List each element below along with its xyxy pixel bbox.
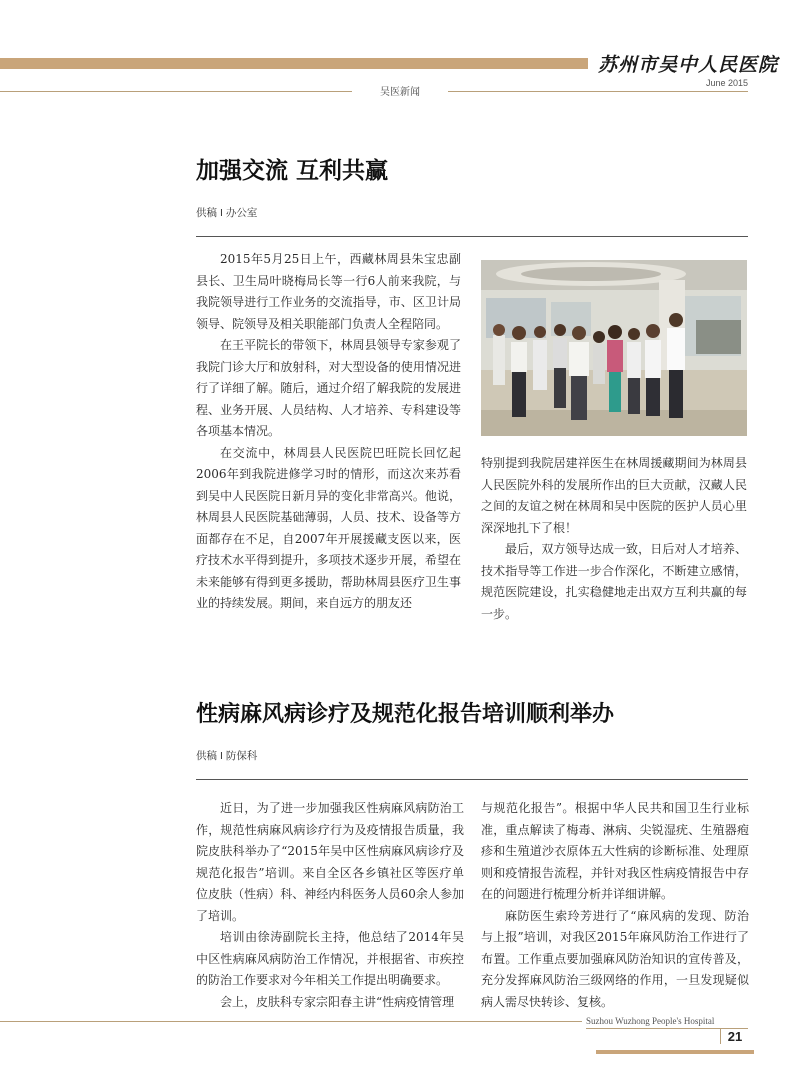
- article1-photo: [481, 260, 747, 436]
- article2-col1-paragraph: 会上，皮肤科专家宗阳春主讲“性病疫情管理: [220, 994, 455, 1009]
- article1-col2-paragraph: 特别提到我院居建祥医生在林周援藏期间为林周县人民医院外科的发展所作出的巨大贡献，汉藏人民之间的友谊之树在林周和吴中医院的医护人员心里深深地扎下了根！: [481, 456, 747, 535]
- article1-col1-paragraph: 2015年5月25日上午，西藏林周县朱宝忠副县长、卫生局叶晓梅局长等一行6人前来我院，与我院领导进行工作业务的交流指导，市、区卫计局领导、院领导及相关职能部门负责人全程陪同。: [196, 252, 461, 331]
- header-accent-bar: [0, 58, 588, 69]
- article1-col1-paragraph: 在王平院长的带领下，林周县领导专家参观了我院门诊大厅和放射科，对大型设备的使用情况进行了详细了解。随后，通过介绍了解我院的发展进程、业务开展、人员结构、人才培养、专科建设等各项基本情况。: [196, 338, 461, 438]
- footer-hospital-name: Suzhou Wuzhong People's Hospital: [586, 1016, 715, 1026]
- header-date: June 2015: [705, 78, 748, 88]
- article1-credit-separator: I: [220, 207, 223, 219]
- article1-column-1: [196, 249, 461, 615]
- header-rule-left: [0, 91, 352, 92]
- article2-col2-paragraph: 与规范化报告”。根据中华人民共和国卫生行业标准，重点解读了梅毒、淋病、尖锐湿疣、生殖器疱疹和生殖道沙衣原体五大性病的诊断标准、处理原则和疫情报告流程，并针对我区性病疫情报告中存在的问题进行梳理分析并详细讲解。: [481, 801, 749, 901]
- article2-credit-source: 防保科: [225, 750, 258, 762]
- article2-col1-paragraph: 近日，为了进一步加强我区性病麻风病防治工作，规范性病麻风病诊疗行为及疫情报告质量，我院皮肤科举办了“2015年吴中区性病麻风病诊疗及规范化报告”培训。来自全区各乡镇社区等医疗单位皮肤（性病）科、神经内科医务人员60余人参加了培训。: [196, 801, 464, 923]
- article2-col2-paragraph: 麻防医生索玲芳进行了“麻风病的发现、防治与上报”培训，对我区2015年麻风防治工作进行了布置。工作重点要加强麻风防治知识的宣传普及，充分发挥麻风防治三级网络的作用，一旦发现疑似病人需尽快转诊、复核。: [481, 908, 749, 1009]
- article2-title: 性病麻风病诊疗及规范化报告培训顺利举办: [196, 702, 615, 727]
- article2-credit-label: 供稿: [196, 750, 217, 762]
- article2-col1-paragraph: 培训由徐涛副院长主持，他总结了2014年吴中区性病麻风病防治工作情况，并根据省、市疾控的防治工作要求对今年相关工作提出明确要求。: [196, 930, 464, 987]
- article2-divider: [196, 779, 748, 780]
- article1-divider: [196, 236, 748, 237]
- footer-accent-bar: [596, 1050, 754, 1054]
- article2-column-1: [196, 798, 464, 1013]
- group-photo-image: [481, 260, 747, 436]
- article2-credit-separator: I: [220, 750, 223, 762]
- article1-title: 加强交流 互利共赢: [196, 158, 389, 184]
- article1-credit-label: 供稿: [196, 207, 217, 219]
- article1-credit: [196, 205, 257, 220]
- article1-credit-source: 办公室: [225, 207, 258, 219]
- header-brand: 苏州市吴中人民医院: [598, 54, 779, 76]
- article2-credit: [196, 748, 257, 763]
- header-section-label: 吴医新闻: [380, 87, 420, 98]
- article1-col1-paragraph: 在交流中，林周县人民医院巴旺院长回忆起2006年到我院进修学习时的情形，而这次来苏看到吴中人民医院日新月异的变化非常高兴。他说，林周县人民医院基础薄弱，人员、技术、设备等方面都存在不足，自2007年开展援藏支医以来，医疗技术水平得到提升，多项技术逐步开展，希望在未来能够有得到更多援助，帮助林周县医疗卫生事业的持续发展。期间，来自远方的朋友还: [196, 445, 461, 610]
- footer-rule: [0, 1021, 582, 1022]
- header-rule-right: [448, 91, 748, 92]
- page-number: 21: [727, 1029, 743, 1044]
- article2-column-2: [481, 798, 749, 1013]
- article1-col2-paragraph: 最后，双方领导达成一致，日后对人才培养、技术指导等工作进一步合作深化，不断建立感情，规范医院建设，扎实稳健地走出双方互利共赢的每一步。: [481, 542, 747, 621]
- article1-column-2: [481, 453, 747, 625]
